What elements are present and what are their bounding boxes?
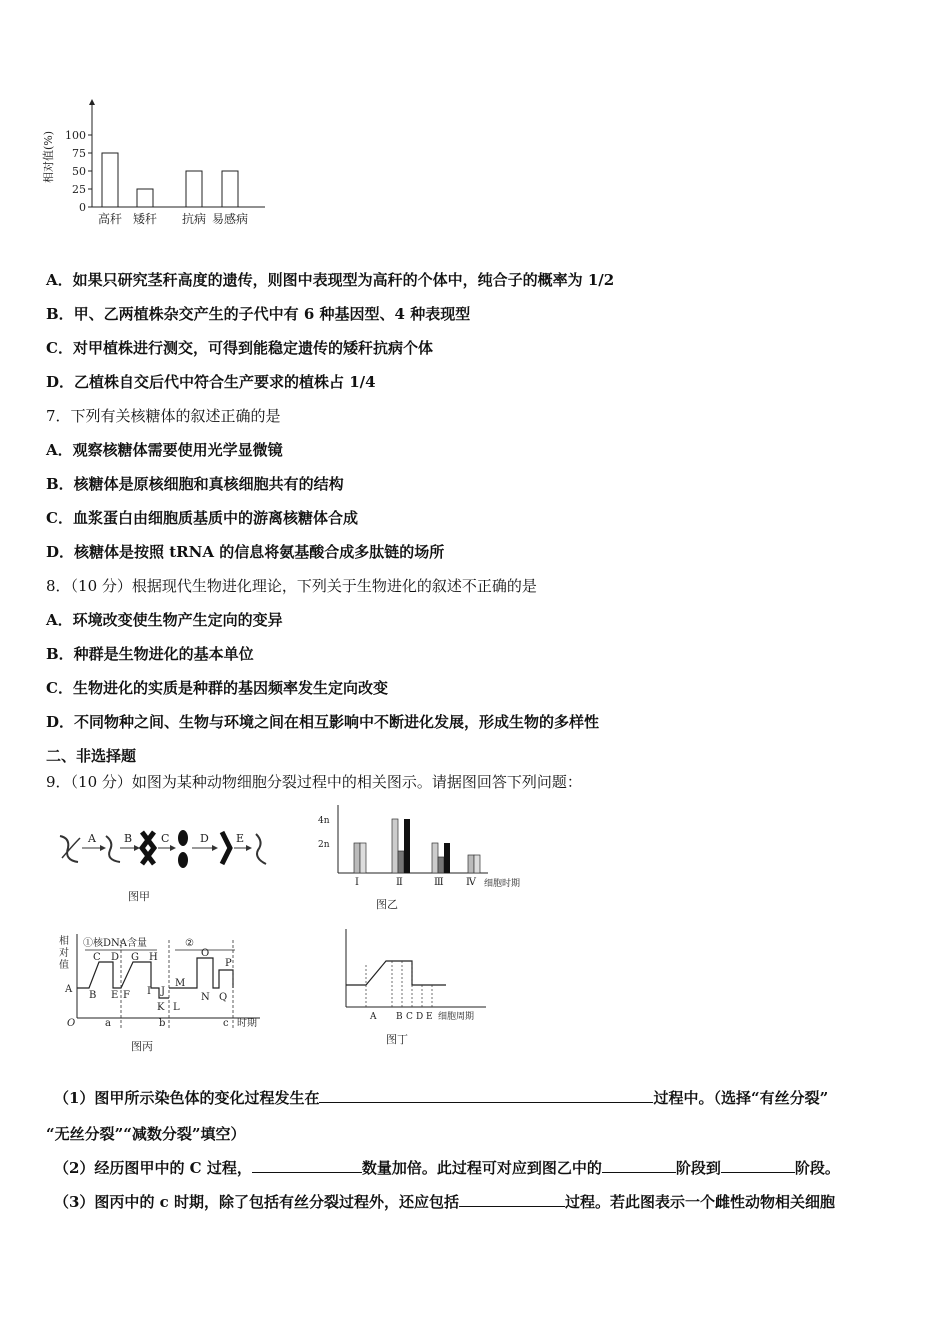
q8-option-d: D．不同物种之间、生物与环境之间在相互影响中不断进化发展，形成生物的多样性 <box>46 713 600 731</box>
q7-option-b: B．核糖体是原核细胞和真核细胞共有的结构 <box>46 475 344 493</box>
bar <box>360 843 366 873</box>
x-tick-label: 高秆 <box>97 212 123 226</box>
y-label-2n: 2n <box>318 840 330 850</box>
q7-stem: 7．下列有关核糖体的叙述正确的是 <box>46 407 281 425</box>
q9-part1-text-b: 过程中。（选择“有丝分裂” <box>653 1089 829 1107</box>
bar <box>404 819 410 873</box>
curve1-label: ①核DNA含量 <box>83 938 147 949</box>
q9-part2-text-a: （2）经历图甲中的 C 过程， <box>54 1159 252 1177</box>
q6-option-c: C．对甲植株进行测交，可得到能稳定遗传的矮秆抗病个体 <box>46 339 433 357</box>
bar-2 <box>186 171 202 207</box>
point-label: C <box>93 952 101 963</box>
x-label-3: Ⅲ <box>434 877 444 888</box>
y-tick-label: 0 <box>79 201 86 214</box>
x-label: D <box>416 1012 424 1022</box>
q9-part2-text-d: 阶段。 <box>794 1159 840 1177</box>
line-diagram-ding <box>336 925 496 1050</box>
caption-yi: 图乙 <box>376 898 398 911</box>
curve <box>346 961 446 985</box>
point-label: N <box>201 992 210 1003</box>
blank-2[interactable] <box>252 1158 362 1173</box>
x-label-1: Ⅰ <box>355 877 359 888</box>
q6-option-b: B．甲、乙两植株杂交产生的子代中有 6 种基因型、4 种表现型 <box>46 305 471 323</box>
ylabel-char: 相 <box>59 936 69 947</box>
arrow-c-head <box>170 845 176 851</box>
x-axis-label: 时期 <box>237 1018 257 1029</box>
caption-ding: 图丁 <box>386 1033 408 1046</box>
caption-jia: 图甲 <box>128 890 150 903</box>
point-label: K <box>157 1002 165 1013</box>
q8-option-a: A．环境改变使生物产生定向的变异 <box>46 611 283 629</box>
point-label: I <box>147 986 151 997</box>
chromatin-thread <box>62 838 80 858</box>
x-label: E <box>426 1012 433 1022</box>
point-label: J <box>161 986 166 997</box>
chromosome-half <box>178 852 188 868</box>
figure-bing <box>55 930 285 1060</box>
chromatin-thread <box>256 834 266 864</box>
bar <box>354 843 360 873</box>
y-label-4n: 4n <box>318 816 330 826</box>
blank-5[interactable] <box>459 1192 565 1207</box>
point-label: G <box>131 952 139 963</box>
q9-part1-line1 <box>54 1088 828 1108</box>
bar-3 <box>222 171 238 207</box>
point-label: M <box>175 978 186 989</box>
x-tick-label: 易感病 <box>211 212 249 226</box>
bar-chart-svg <box>40 95 280 235</box>
bar-diagram-yi <box>308 805 538 915</box>
q6-option-d: D．乙植株自交后代中符合生产要求的植株占 1/4 <box>46 373 376 391</box>
point-label: Q <box>219 992 228 1003</box>
point-label: A <box>65 984 73 995</box>
q8-option-c: C．生物进化的实质是种群的基因频率发生定向改变 <box>46 679 388 697</box>
point-label: E <box>111 990 119 1001</box>
x-label-4: Ⅳ <box>466 877 476 888</box>
label-d: D <box>200 832 209 845</box>
ylabel-char: 值 <box>59 960 69 971</box>
x-label-2: Ⅱ <box>396 877 403 888</box>
bar <box>398 851 404 873</box>
q9-part2-line <box>54 1158 840 1178</box>
bar-0 <box>102 153 118 207</box>
y-tick-label: 75 <box>72 147 86 160</box>
q9-part2-text-b: 数量加倍。此过程可对应到图乙中的 <box>361 1159 602 1177</box>
q8-stem: 8．（10 分）根据现代生物进化理论，下列关于生物进化的叙述不正确的是 <box>46 577 537 595</box>
ylabel-char: 对 <box>59 948 69 959</box>
q7-option-c: C．血浆蛋白由细胞质基质中的游离核糖体合成 <box>46 509 358 527</box>
label-e: E <box>236 832 245 845</box>
q9-part3-text-b: 过程。若此图表示一个雌性动物相关细胞 <box>565 1193 836 1211</box>
chromatid <box>222 832 230 864</box>
bar <box>444 843 450 873</box>
y-tick-label: 25 <box>72 183 86 196</box>
q6-option-a: A．如果只研究茎秆高度的遗传，则图中表现型为高秆的个体中，纯合子的概率为 1/2 <box>46 271 615 289</box>
figure-yi <box>308 805 538 915</box>
q9-part1-text-a: （1）图甲所示染色体的变化过程发生在 <box>54 1089 320 1107</box>
blank-1[interactable] <box>319 1088 653 1103</box>
x-axis-label: 细胞时期 <box>484 879 521 889</box>
y-axis-label: 相对值(%) <box>42 130 55 184</box>
arrow-e-head <box>246 845 252 851</box>
segment-c: c <box>223 1018 229 1029</box>
x-label: A <box>370 1012 377 1022</box>
point-label: F <box>123 990 130 1001</box>
figure-jia <box>50 818 280 913</box>
bar <box>432 843 438 873</box>
label-b: B <box>124 832 133 845</box>
q7-option-a: A．观察核糖体需要使用光学显微镜 <box>46 441 283 459</box>
label-c: C <box>161 832 170 845</box>
bar <box>438 857 444 873</box>
arrow-a-head <box>100 845 106 851</box>
x-chromosome <box>142 832 154 864</box>
section-heading: 二、非选择题 <box>46 747 137 765</box>
point-label: O <box>201 948 210 959</box>
point-label: H <box>149 952 158 963</box>
origin-label: O <box>67 1018 76 1029</box>
q9-part2-text-c: 阶段到 <box>675 1159 721 1177</box>
x-axis-label: 细胞周期 <box>438 1012 475 1022</box>
x-label: C <box>406 1012 413 1022</box>
y-tick-label: 50 <box>72 165 86 178</box>
y-axis-arrow <box>89 99 95 105</box>
x-label: B <box>396 1012 403 1022</box>
q9-part3-text-a: （3）图丙中的 c 时期，除了包括有丝分裂过程外，还应包括 <box>54 1193 460 1211</box>
curve2-label: ② <box>185 938 194 949</box>
chromosome-diagram <box>50 818 280 913</box>
chromosome-half <box>178 830 188 846</box>
q9-part3-line <box>54 1192 835 1212</box>
q9-stem: 9．（10 分）如图为某种动物细胞分裂过程中的相关图示。请据图回答下列问题： <box>46 773 582 791</box>
point-label: P <box>225 958 232 969</box>
point-label: D <box>111 952 120 963</box>
y-tick-label: 100 <box>65 129 86 142</box>
point-label: B <box>89 990 97 1001</box>
bar-chart <box>40 95 280 235</box>
x-tick-label: 矮秆 <box>132 212 158 226</box>
bar-1 <box>137 189 153 207</box>
caption-bing: 图丙 <box>131 1040 153 1053</box>
blank-3[interactable] <box>602 1158 676 1173</box>
bar <box>468 855 474 873</box>
segment-b: b <box>159 1018 166 1029</box>
blank-4[interactable] <box>721 1158 795 1173</box>
point-label: L <box>173 1002 180 1013</box>
x-tick-label: 抗病 <box>181 212 207 226</box>
q7-option-d: D．核糖体是按照 tRNA 的信息将氨基酸合成多肽链的场所 <box>46 543 445 561</box>
figure-ding <box>336 925 496 1050</box>
line-diagram-bing <box>55 930 285 1060</box>
label-a: A <box>88 832 96 845</box>
chromatin-thread <box>106 836 120 862</box>
bar <box>392 819 398 873</box>
q9-part1-line2: “无丝分裂”“减数分裂”填空） <box>46 1125 246 1143</box>
bar <box>474 855 480 873</box>
segment-a: a <box>105 1018 111 1029</box>
q8-option-b: B．种群是生物进化的基本单位 <box>46 645 254 663</box>
arrow-d-head <box>212 845 218 851</box>
